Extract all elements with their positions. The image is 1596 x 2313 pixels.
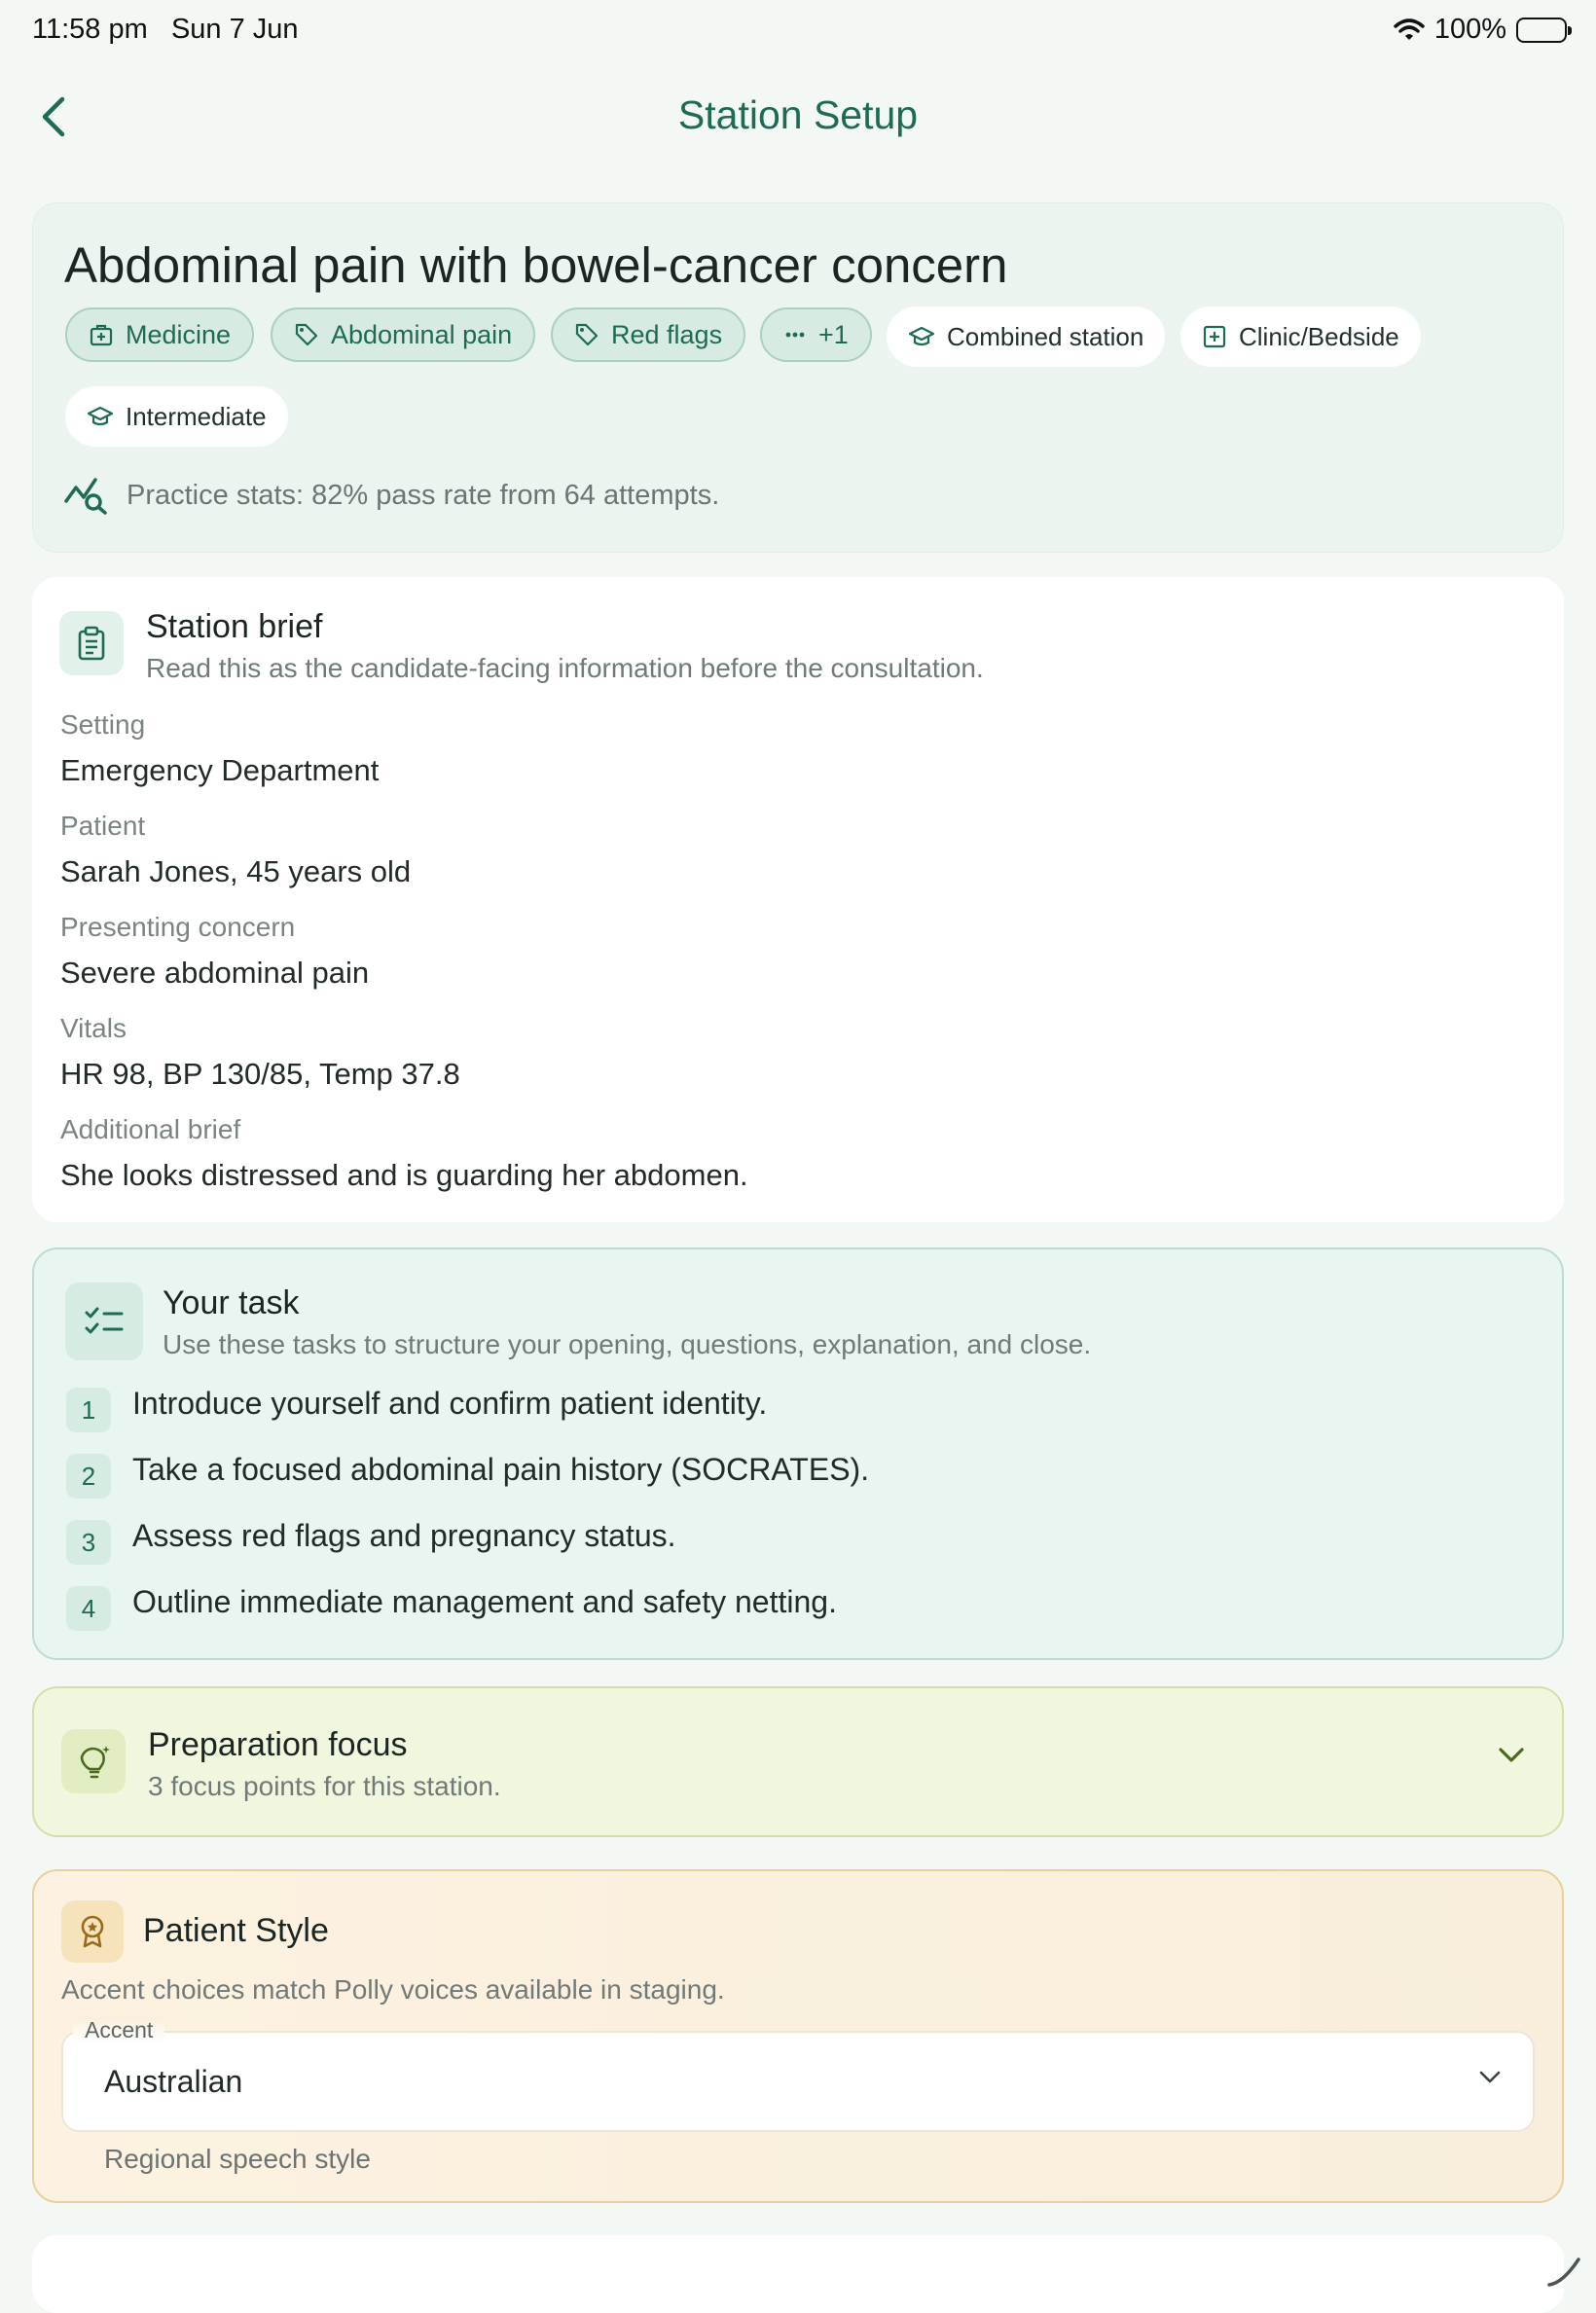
award-icon bbox=[78, 1914, 107, 1949]
field-label-setting: Setting bbox=[60, 709, 145, 741]
field-label-vitals: Vitals bbox=[60, 1013, 127, 1044]
loading-spinner-icon bbox=[1543, 2246, 1586, 2289]
accent-select[interactable] bbox=[61, 2031, 1535, 2132]
field-value-setting: Emergency Department bbox=[60, 753, 379, 788]
accent-label: Accent bbox=[73, 2017, 164, 2043]
task-number: 4 bbox=[66, 1586, 111, 1631]
chip-red-flags[interactable]: Red flags bbox=[551, 307, 745, 362]
chip-intermediate: Intermediate bbox=[65, 386, 288, 447]
battery-percent: 100% bbox=[1434, 14, 1506, 46]
clipboard-icon bbox=[76, 626, 107, 661]
tag-icon bbox=[294, 322, 319, 347]
task-number: 1 bbox=[66, 1388, 111, 1432]
task-title: Your task bbox=[163, 1284, 300, 1322]
station-summary-card bbox=[32, 202, 1564, 553]
preparation-focus-card[interactable] bbox=[32, 1686, 1564, 1837]
plus-square-icon bbox=[1202, 324, 1227, 349]
task-item: Take a focused abdominal pain history (SOCRATES). bbox=[132, 1452, 869, 1488]
task-subtitle: Use these tasks to structure your opening, questions, explanation, and close. bbox=[163, 1329, 1091, 1360]
status-indicators bbox=[1394, 14, 1567, 46]
medical-bag-icon bbox=[89, 322, 114, 347]
patient-style-card bbox=[32, 1869, 1564, 2203]
task-number: 3 bbox=[66, 1520, 111, 1565]
wifi-icon bbox=[1394, 18, 1425, 42]
chevron-down-icon[interactable] bbox=[1498, 1747, 1525, 1764]
chip-medicine[interactable]: Medicine bbox=[65, 307, 254, 362]
status-time: 11:58 pm Sun 7 Jun bbox=[32, 14, 299, 46]
more-icon bbox=[783, 330, 807, 340]
task-icon-box bbox=[65, 1283, 143, 1360]
patient-style-subtitle: Accent choices match Polly voices available in staging. bbox=[61, 1974, 725, 2006]
lightbulb-icon bbox=[76, 1743, 111, 1780]
tag-icon bbox=[574, 322, 599, 347]
style-icon-box bbox=[61, 1900, 124, 1963]
task-item: Assess red flags and pregnancy status. bbox=[132, 1518, 676, 1554]
station-title: Abdominal pain with bowel-cancer concern bbox=[64, 236, 1008, 294]
stats-text: Practice stats: 82% pass rate from 64 attempts. bbox=[127, 480, 719, 512]
station-brief-card bbox=[32, 577, 1564, 1222]
field-label-patient: Patient bbox=[60, 811, 145, 842]
prep-icon-box bbox=[61, 1729, 126, 1793]
checklist-icon bbox=[85, 1306, 124, 1337]
prep-subtitle: 3 focus points for this station. bbox=[148, 1771, 501, 1802]
graduation-cap-icon bbox=[87, 405, 114, 428]
patient-style-title: Patient Style bbox=[143, 1912, 329, 1950]
brief-title: Station brief bbox=[146, 608, 322, 646]
task-item: Outline immediate management and safety netting. bbox=[132, 1584, 837, 1620]
graduation-cap-icon bbox=[908, 325, 935, 348]
your-task-card bbox=[32, 1247, 1564, 1660]
battery-icon bbox=[1516, 18, 1567, 43]
brief-subtitle: Read this as the candidate-facing information before the consultation. bbox=[146, 653, 984, 684]
chip-abdominal-pain[interactable]: Abdominal pain bbox=[271, 307, 535, 362]
field-value-additional: She looks distressed and is guarding her abdomen. bbox=[60, 1158, 748, 1193]
prep-title: Preparation focus bbox=[148, 1726, 408, 1764]
chevron-down-icon bbox=[1478, 2070, 1502, 2085]
field-value-vitals: HR 98, BP 130/85, Temp 37.8 bbox=[60, 1057, 460, 1092]
brief-icon-box bbox=[59, 611, 124, 675]
chip-more-tags[interactable]: +1 bbox=[760, 307, 872, 362]
next-card-partial bbox=[32, 2235, 1564, 2313]
field-value-patient: Sarah Jones, 45 years old bbox=[60, 854, 411, 889]
accent-selected-value: Australian bbox=[104, 2064, 242, 2100]
field-label-concern: Presenting concern bbox=[60, 912, 295, 943]
task-number: 2 bbox=[66, 1454, 111, 1499]
accent-helper-text: Regional speech style bbox=[104, 2144, 371, 2175]
chip-clinic-bedside: Clinic/Bedside bbox=[1180, 307, 1421, 367]
page-title: Station Setup bbox=[0, 92, 1596, 138]
field-label-additional: Additional brief bbox=[60, 1114, 240, 1145]
field-value-concern: Severe abdominal pain bbox=[60, 956, 369, 991]
chip-combined-station: Combined station bbox=[887, 307, 1165, 367]
practice-stats bbox=[64, 476, 719, 515]
task-item: Introduce yourself and confirm patient identity. bbox=[132, 1386, 767, 1422]
chart-search-icon bbox=[64, 476, 109, 515]
